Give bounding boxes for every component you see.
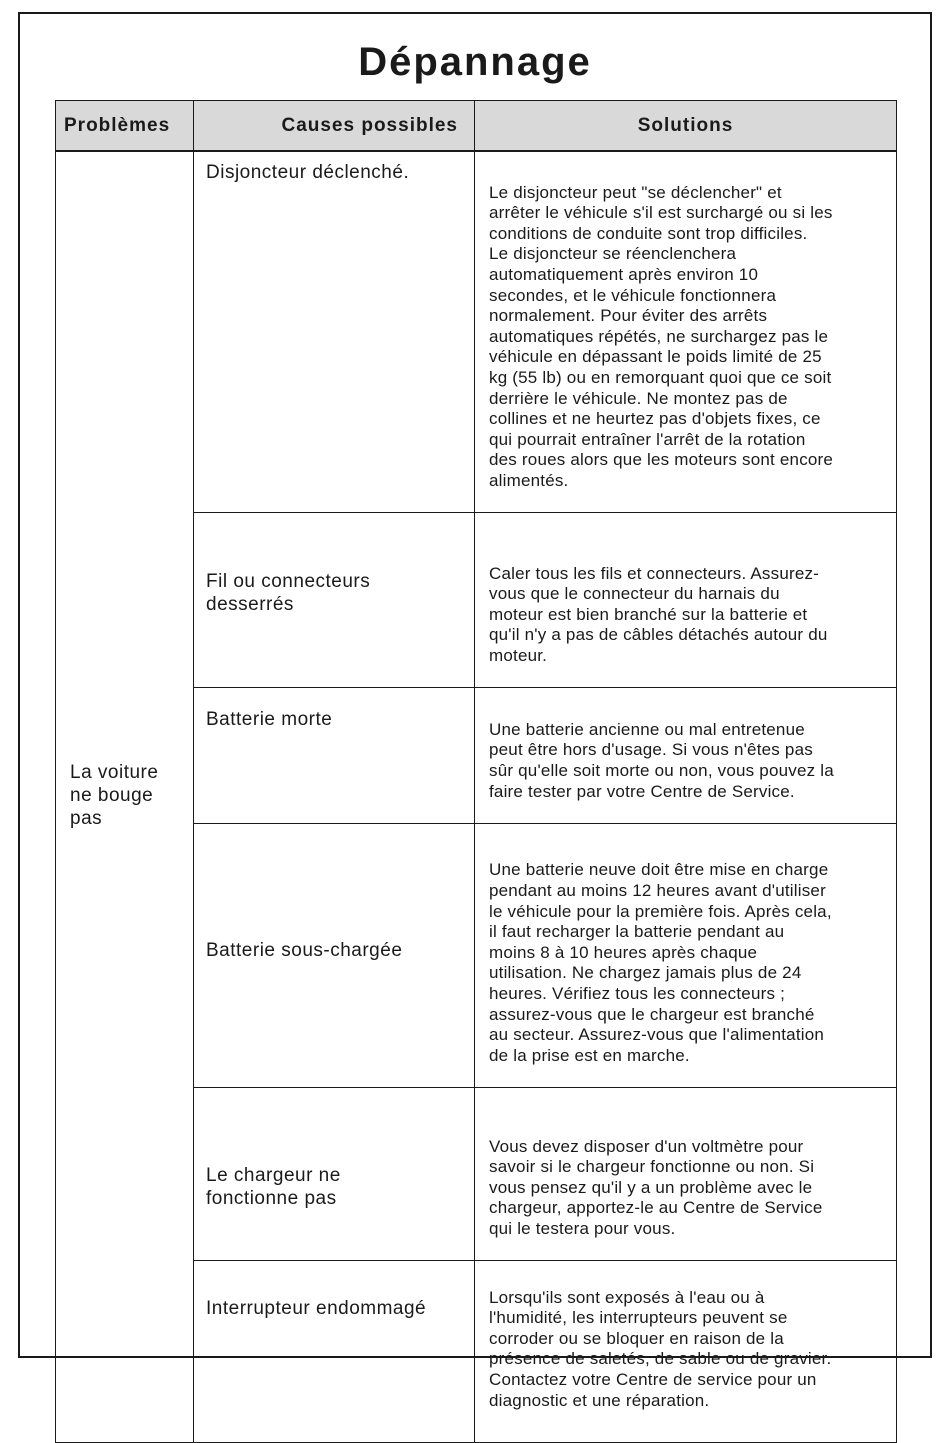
solution-text: Le disjoncteur peut "se déclencher" et arrêter le véhicule s'il est surchargé ou si les conditions de conduite sont trop difficiles. Le disjoncteur se réenclenchera automatiquement après environ 10 secondes, et le véhicule fonctionnera normalement. Pour éviter des arrêts automatiques répétés, ne surchargez pas le véhicule en dépassant le poids limité de 25 kg (55 lb) ou en remorquant quoi que ce soit derrière le véhicule. Ne montez pas de collines et ne heurtez pas d'objets fixes, ce qui pourrait entraîner l'arrêt de la rotation des roues alors que les moteurs sont encore alimentés.	[489, 182, 834, 490]
cause-cell	[194, 513, 475, 688]
cause-cell	[194, 1261, 475, 1443]
column-header-solutions: Solutions	[475, 101, 897, 152]
problem-cell	[56, 151, 194, 1443]
solution-text: Caler tous les fils et connecteurs. Assurez- vous que le connecteur du harnais du moteur est bien branché sur la batterie et qu'il n'y a pas de câbles détachés autour du moteur.	[489, 563, 828, 666]
cause-text: Le chargeur ne fonctionne pas	[206, 1164, 341, 1209]
cause-cell	[194, 688, 475, 824]
solution-cell	[475, 1261, 897, 1443]
table-row	[56, 151, 897, 513]
problem-text: La voiture ne bouge pas	[70, 761, 159, 829]
cause-text: Batterie sous-chargée	[206, 939, 403, 961]
cause-text: Disjoncteur déclenché.	[206, 162, 410, 183]
solution-text: Une batterie neuve doit être mise en charge pendant au moins 12 heures avant d'utiliser le véhicule pour la première fois. Après cela, il faut recharger la batterie pendant au moins 8 à 10 heures après chaque utilisation. Ne chargez jamais plus de 24 heures. Vérifiez tous les connecteurs ; assurez-vous que le chargeur est branché au secteur. Assurez-vous que l'alimentation de la prise est en marche.	[489, 860, 832, 1065]
solution-cell	[475, 151, 897, 513]
solution-cell	[475, 1087, 897, 1260]
solution-cell	[475, 513, 897, 688]
page-title: Dépannage	[358, 40, 592, 84]
column-header-causes: Causes possibles	[194, 101, 475, 152]
solution-cell	[475, 688, 897, 824]
solution-cell	[475, 823, 897, 1087]
column-header-problems: Problèmes	[56, 101, 194, 152]
cause-text: Interrupteur endommagé	[206, 1298, 427, 1320]
cause-text: Fil ou connecteurs desserrés	[206, 571, 371, 616]
cause-text: Batterie morte	[206, 709, 333, 731]
cause-cell	[194, 151, 475, 513]
solution-text: Vous devez disposer d'un voltmètre pour savoir si le chargeur fonctionne ou non. Si vous pensez qu'il y a un problème avec le chargeur, apportez-le au Centre de Service qui le testera pour vous.	[489, 1136, 823, 1238]
troubleshooting-table	[55, 100, 897, 1443]
cause-cell	[194, 823, 475, 1087]
solution-text: Une batterie ancienne ou mal entretenue peut être hors d'usage. Si vous n'êtes pas sûr qu'elle soit morte ou non, vous pouvez la faire tester par votre Centre de Service.	[489, 719, 834, 801]
cause-cell	[194, 1087, 475, 1260]
table-header-row	[56, 101, 897, 152]
solution-text: Lorsqu'ils sont exposés à l'eau ou à l'humidité, les interrupteurs peuvent se corroder ou se bloquer en raison de la présence de saletés, de sable ou de gravier. Contactez votre Centre de service pour un diagnostic et une réparation.	[489, 1287, 832, 1410]
